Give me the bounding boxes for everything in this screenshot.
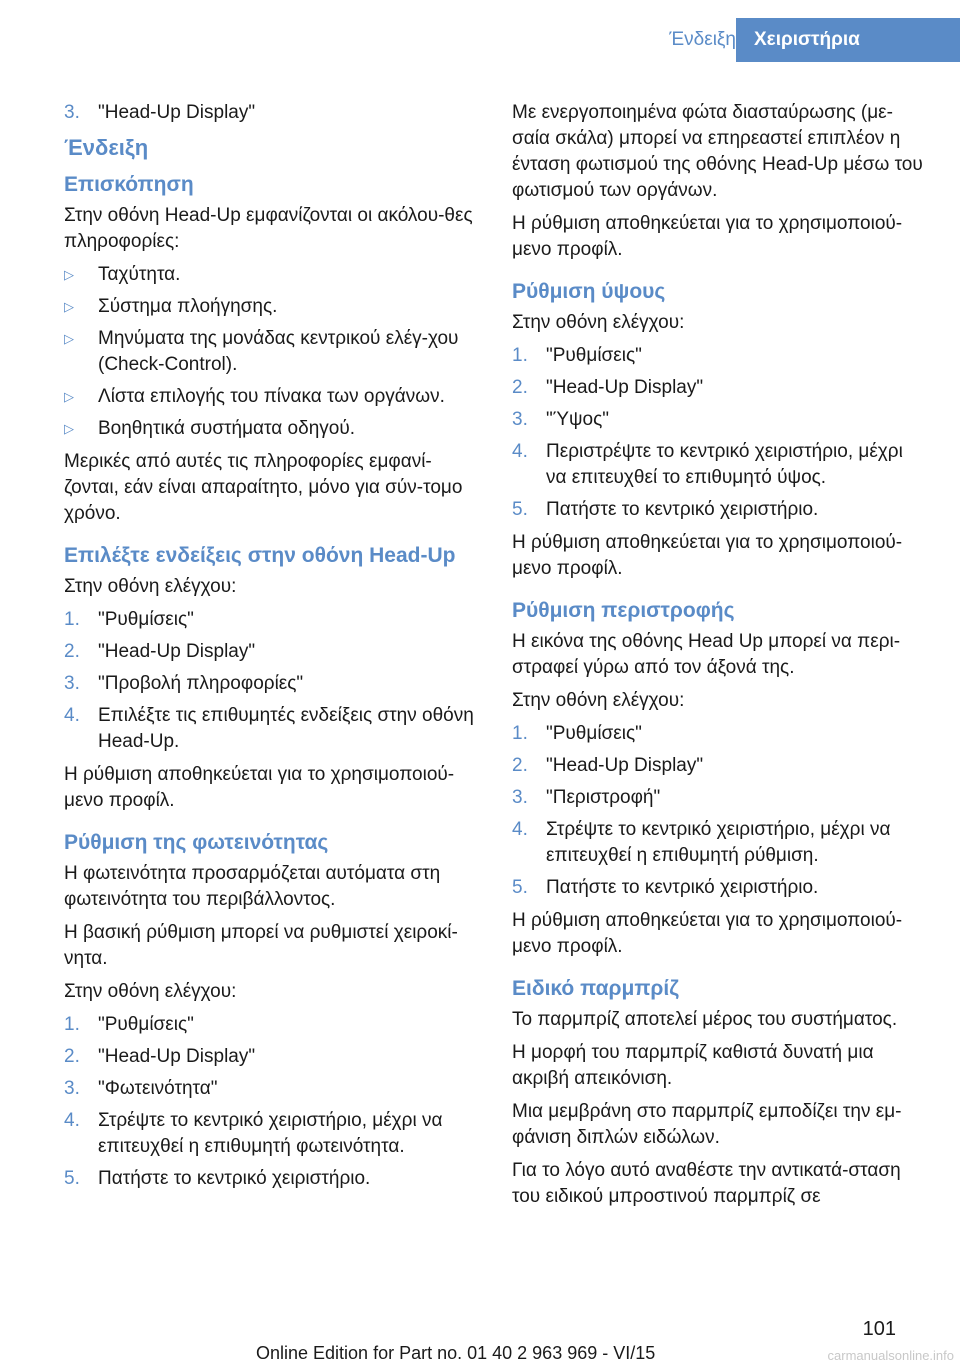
overview-heading: Επισκόπηση (64, 173, 194, 196)
step-number: 4. (64, 705, 80, 726)
step-text: "Ύψος" (546, 409, 610, 430)
paragraph: Μερικές από αυτές τις πληροφορίες εμφανί-ζονται, εάν είναι απαραίτητο, μόνο για σύν-τομο χρόνο. (64, 451, 463, 524)
bullet-text: Μηνύματα της μονάδας κεντρικού ελέγ-χου (Check-Control). (98, 328, 459, 375)
step-text: Στρέψτε το κεντρικό χειριστήριο, μέχρι να επιτευχθεί η επιθυμητή ρύθμιση. (546, 819, 891, 866)
bullet-text: Σύστημα πλοήγησης. (98, 296, 278, 317)
edition-note: Online Edition for Part no. 01 40 2 963 969 - VI/15 (256, 1343, 656, 1363)
paragraph: Η φωτεινότητα προσαρμόζεται αυτόματα στη φωτεινότητα του περιβάλλοντος. (64, 863, 441, 910)
step-number: 1. (512, 723, 528, 744)
step-number: 5. (64, 1168, 80, 1189)
paragraph: Στην οθόνη ελέγχου: (512, 312, 685, 333)
list-item (64, 294, 478, 320)
list-item (512, 375, 926, 401)
windshield-heading: Ειδικό παρμπρίζ (512, 977, 679, 1000)
list-item (512, 497, 926, 523)
list-item (64, 326, 478, 378)
step-number: 3. (512, 787, 528, 808)
list-item (512, 753, 926, 779)
select-step-list (64, 607, 478, 755)
left-column (64, 100, 478, 1199)
step-text: "Φωτεινότητα" (98, 1078, 218, 1099)
step-text: "Ρυθμίσεις" (98, 1014, 194, 1035)
step-number: 3. (512, 409, 528, 430)
step-text: "Head-Up Display" (98, 102, 256, 123)
paragraph: Η ρύθμιση αποθηκεύεται για το χρησιμοποιού-μενο προφίλ. (512, 213, 903, 260)
list-item (64, 639, 478, 665)
brightness-heading: Ρύθμιση της φωτεινότητας (64, 831, 329, 854)
step-number: 2. (64, 641, 80, 662)
paragraph: Μια μεμβράνη στο παρμπρίζ εμποδίζει την εμ-φάνιση διπλών ειδώλων. (512, 1101, 902, 1148)
list-item (64, 262, 478, 288)
step-text: "Head-Up Display" (546, 377, 704, 398)
step-text: "Περιστροφή" (546, 787, 661, 808)
step-text: "Ρυθμίσεις" (546, 345, 642, 366)
list-item (512, 785, 926, 811)
step-text: "Ρυθμίσεις" (98, 609, 194, 630)
overview-bullet-list (64, 262, 478, 442)
rotation-step-list (512, 721, 926, 901)
step-number: 2. (512, 377, 528, 398)
paragraph: Η ρύθμιση αποθηκεύεται για το χρησιμοποιού-μενο προφίλ. (512, 532, 903, 579)
step-number: 5. (512, 499, 528, 520)
step-number: 1. (64, 609, 80, 630)
step-text: Πατήστε το κεντρικό χειριστήριο. (546, 499, 819, 520)
step-text: "Head-Up Display" (546, 755, 704, 776)
step-number: 4. (512, 819, 528, 840)
step-text: Επιλέξτε τις επιθυμητές ενδείξεις στην οθόνη Head-Up. (98, 705, 474, 752)
step-number: 2. (512, 755, 528, 776)
list-item (64, 671, 478, 697)
list-item (512, 721, 926, 747)
page-footer (0, 1318, 960, 1362)
rotation-heading: Ρύθμιση περιστροφής (512, 599, 735, 622)
brightness-step-list (64, 1012, 478, 1192)
page-number: 101 (862, 1318, 896, 1340)
paragraph: Στην οθόνη ελέγχου: (64, 981, 237, 1002)
step-text: "Head-Up Display" (98, 641, 256, 662)
list-item (64, 1108, 478, 1160)
header-chapter-tab: Χειριστήρια (736, 18, 960, 62)
select-displays-heading: Επιλέξτε ενδείξεις στην οθόνη Head-Up (64, 544, 456, 567)
paragraph: Το παρμπρίζ αποτελεί μέρος του συστήματος. (512, 1009, 898, 1030)
section-heading: Ένδειξη (64, 135, 149, 160)
paragraph: Η ρύθμιση αποθηκεύεται για το χρησιμοποιού-μενο προφίλ. (64, 764, 455, 811)
paragraph: Στην οθόνη Head-Up εμφανίζονται οι ακόλου-θες πληροφορίες: (64, 205, 473, 252)
paragraph: Για το λόγο αυτό αναθέστε την αντικατά-σταση του ειδικού μπροστινού παρμπρίζ σε (512, 1160, 901, 1207)
step-text: "Προβολή πληροφορίες" (98, 673, 304, 694)
step-number: 1. (512, 345, 528, 366)
paragraph: Στην οθόνη ελέγχου: (512, 690, 685, 711)
step-text: Πατήστε το κεντρικό χειριστήριο. (98, 1168, 371, 1189)
triangle-bullet-icon: ▷ (64, 389, 74, 404)
paragraph: Η ρύθμιση αποθηκεύεται για το χρησιμοποιού-μενο προφίλ. (512, 910, 903, 957)
list-item (64, 1076, 478, 1102)
list-item (64, 1166, 478, 1192)
step-text: "Head-Up Display" (98, 1046, 256, 1067)
step-text: "Ρυθμίσεις" (546, 723, 642, 744)
top-step-list (64, 100, 478, 126)
bullet-text: Βοηθητικά συστήματα οδηγού. (98, 418, 355, 439)
paragraph: Η μορφή του παρμπρίζ καθιστά δυνατή μια ακριβή απεικόνιση. (512, 1042, 874, 1089)
list-item (64, 1044, 478, 1070)
triangle-bullet-icon: ▷ (64, 331, 74, 346)
watermark: carmanualsonline.info (827, 1348, 954, 1363)
list-item (64, 100, 478, 126)
height-step-list (512, 343, 926, 523)
step-number: 4. (512, 441, 528, 462)
triangle-bullet-icon: ▷ (64, 421, 74, 436)
paragraph: Η βασική ρύθμιση μπορεί να ρυθμιστεί χειροκί-νητα. (64, 922, 458, 969)
list-item (64, 703, 478, 755)
step-text: Στρέψτε το κεντρικό χειριστήριο, μέχρι να επιτευχθεί η επιθυμητή φωτεινότητα. (98, 1110, 443, 1157)
list-item (64, 416, 478, 442)
list-item (64, 607, 478, 633)
step-number: 3. (64, 1078, 80, 1099)
list-item (64, 384, 478, 410)
step-number: 5. (512, 877, 528, 898)
list-item (64, 1012, 478, 1038)
bullet-text: Λίστα επιλογής του πίνακα των οργάνων. (98, 386, 445, 407)
list-item (512, 343, 926, 369)
step-number: 4. (64, 1110, 80, 1131)
list-item (512, 439, 926, 491)
list-item (512, 407, 926, 433)
paragraph: Η εικόνα της οθόνης Head Up μπορεί να περι-στραφεί γύρω από τον άξονά της. (512, 631, 901, 678)
height-heading: Ρύθμιση ύψους (512, 280, 666, 303)
step-number: 3. (64, 102, 80, 123)
list-item (512, 875, 926, 901)
step-number: 2. (64, 1046, 80, 1067)
paragraph: Στην οθόνη ελέγχου: (64, 576, 237, 597)
triangle-bullet-icon: ▷ (64, 299, 74, 314)
right-column (512, 100, 926, 1217)
step-text: Περιστρέψτε το κεντρικό χειριστήριο, μέχρι να επιτευχθεί το επιθυμητό ύψος. (546, 441, 903, 488)
step-number: 1. (64, 1014, 80, 1035)
step-number: 3. (64, 673, 80, 694)
paragraph: Με ενεργοποιημένα φώτα διασταύρωσης (με-σαία σκάλα) μπορεί να επηρεαστεί επιπλέον η ένταση φωτισμού της οθόνης Head-Up μέσω του φωτισμού των οργάνων. (512, 102, 923, 201)
page-header (0, 0, 960, 62)
triangle-bullet-icon: ▷ (64, 267, 74, 282)
bullet-text: Ταχύτητα. (98, 264, 181, 285)
list-item (512, 817, 926, 869)
step-text: Πατήστε το κεντρικό χειριστήριο. (546, 877, 819, 898)
header-section-title: Ένδειξη (669, 29, 736, 50)
